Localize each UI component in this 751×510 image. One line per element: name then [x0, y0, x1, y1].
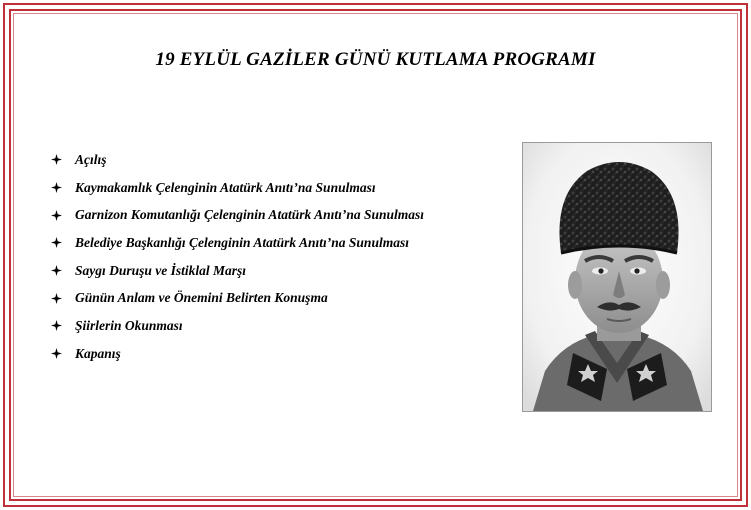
diamond-bullet-icon — [51, 320, 75, 331]
program-list — [51, 146, 424, 368]
list-item-label: Belediye Başkanlığı Çelenginin Atatürk Anıtı’na Sunulması — [75, 234, 409, 250]
list-item-label: Garnizon Komutanlığı Çelenginin Atatürk Anıtı’na Sunulması — [75, 207, 425, 223]
list-item-label: Kapanış — [75, 345, 121, 361]
diamond-bullet-icon — [51, 348, 75, 359]
diamond-bullet-icon — [51, 182, 75, 193]
diamond-bullet-icon — [51, 237, 75, 248]
list-item — [51, 174, 424, 202]
list-item — [51, 146, 424, 174]
list-item — [51, 312, 424, 340]
portrait-illustration — [523, 143, 711, 411]
list-item-label: Kaymakamlık Çelenginin Atatürk Anıtı’na Sunulması — [75, 179, 376, 195]
portrait-photo — [522, 142, 712, 412]
diamond-bullet-icon — [51, 154, 75, 165]
list-item — [51, 257, 424, 285]
list-item-label: Şiirlerin Okunması — [75, 317, 183, 333]
list-item — [51, 201, 424, 229]
diamond-bullet-icon — [51, 265, 75, 276]
list-item-label: Açılış — [75, 151, 107, 167]
list-item — [51, 229, 424, 257]
diamond-bullet-icon — [51, 293, 75, 304]
page-title: 19 EYLÜL GAZİLER GÜNÜ KUTLAMA PROGRAMI — [155, 49, 596, 70]
list-item-label: Günün Anlam ve Önemini Belirten Konuşma — [75, 290, 328, 306]
list-item — [51, 340, 424, 368]
list-item-label: Saygı Duruşu ve İstiklal Marşı — [75, 262, 247, 278]
diamond-bullet-icon — [51, 210, 75, 221]
list-item — [51, 284, 424, 312]
